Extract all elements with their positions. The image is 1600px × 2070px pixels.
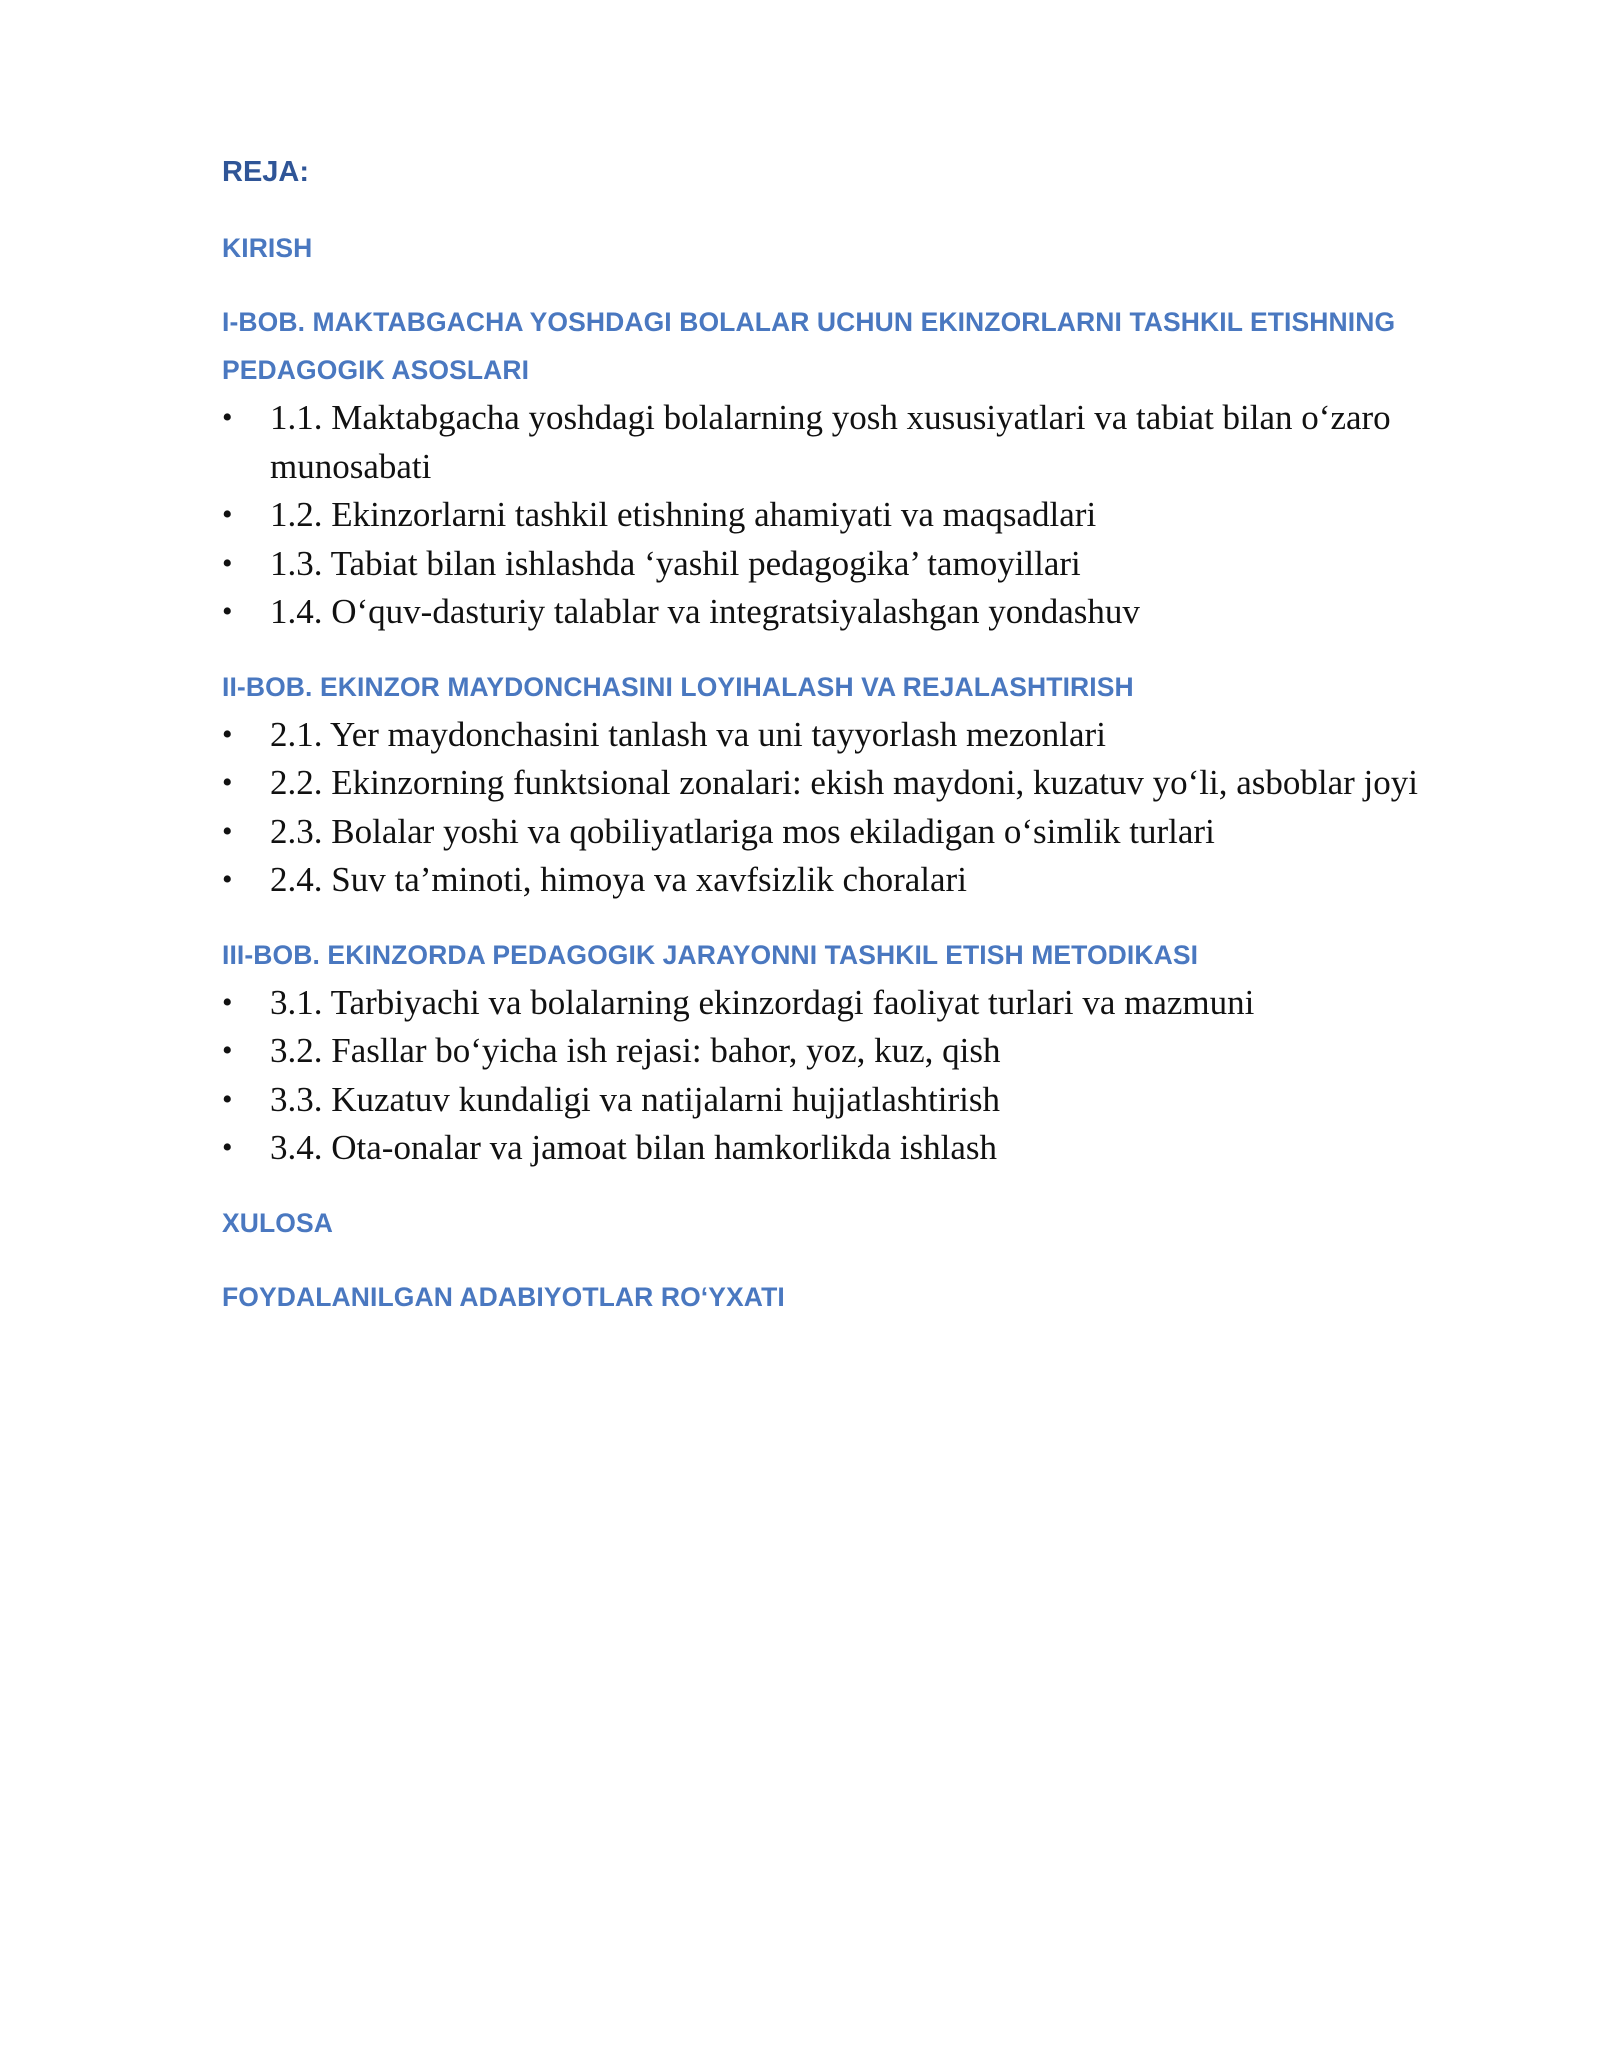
list-item [222, 1124, 1482, 1173]
bullet-icon: • [222, 766, 233, 799]
list-item-text: 3.3. Kuzatuv kundaligi va natijalarni hujjatlashtirish [270, 1079, 1000, 1119]
list-item [222, 759, 1482, 808]
list-item-text: 2.4. Suv ta’minoti, himoya va xavfsizlik choralari [270, 860, 967, 899]
list-item-text: 1.3. Tabiat bilan ishlashda ‘yashil pedagogika’ tamoyillari [270, 543, 1081, 583]
bullet-icon: • [222, 1131, 233, 1164]
list-item [222, 711, 1482, 760]
page-title: REJA: [222, 156, 310, 188]
references-heading: FOYDALANILGAN ADABIYOTLAR RO‘YXATI [222, 1281, 785, 1312]
chapter-2-heading: II-BOB. EKINZOR MAYDONCHASINI LOYIHALASH VA REJALASHTIRISH [222, 671, 1134, 702]
list-item [222, 540, 1482, 589]
list-item [222, 808, 1482, 857]
list-item-text: 3.4. Ota-onalar va jamoat bilan hamkorlikda ishlash [270, 1128, 998, 1167]
bullet-icon: • [222, 863, 233, 896]
bullet-icon: • [222, 985, 233, 1019]
bullet-icon: • [222, 1082, 233, 1116]
chapter-2-list [222, 711, 1482, 905]
bullet-icon: • [222, 1034, 233, 1067]
list-item-text: 1.2. Ekinzorlarni tashkil etishning ahamiyati va maqsadlari [270, 495, 1097, 534]
bullet-icon: • [222, 814, 233, 848]
list-item-text: 3.1. Tarbiyachi va bolalarning ekinzordagi faoliyat turlari va mazmuni [270, 982, 1255, 1022]
bullet-icon: • [222, 595, 233, 628]
conclusion-heading: XULOSA [222, 1207, 334, 1238]
chapter-1-list [222, 394, 1482, 637]
list-item [222, 1076, 1482, 1125]
list-item-text: 1.1. Maktabgacha yoshdagi bolalarning yosh xususiyatlari va tabiat bilan o‘zaro munosabati [270, 398, 1391, 486]
list-item [222, 491, 1482, 540]
list-item [222, 979, 1482, 1028]
chapter-3-list [222, 979, 1482, 1173]
bullet-icon: • [222, 401, 233, 434]
list-item-text: 2.1. Yer maydonchasini tanlash va uni tayyorlash mezonlari [270, 714, 1106, 754]
list-item [222, 856, 1482, 905]
list-item [222, 394, 1482, 491]
document-page [222, 148, 1482, 1321]
list-item-text: 2.3. Bolalar yoshi va qobiliyatlariga mos ekiladigan o‘simlik turlari [270, 811, 1215, 851]
intro-heading: KIRISH [222, 233, 313, 263]
bullet-icon: • [222, 717, 233, 751]
list-item [222, 588, 1482, 637]
list-item-text: 2.2. Ekinzorning funktsional zonalari: ekish maydoni, kuzatuv yo‘li, asboblar joyi [270, 763, 1418, 802]
list-item-text: 3.2. Fasllar bo‘yicha ish rejasi: bahor, yoz, kuz, qish [270, 1031, 1001, 1070]
chapter-3-heading: III-BOB. EKINZORDA PEDAGOGIK JARAYONNI TASHKIL ETISH METODIKASI [222, 939, 1199, 970]
list-item-text: 1.4. O‘quv-dasturiy talablar va integratsiyalashgan yondashuv [270, 592, 1140, 631]
list-item [222, 1027, 1482, 1076]
chapter-1-heading: I-BOB. MAKTABGACHA YOSHDAGI BOLALAR UCHUN EKINZORLARNI TASHKIL ETISHNING PEDAGOGIK ASOSLARI [222, 307, 1396, 385]
bullet-icon: • [222, 546, 233, 580]
bullet-icon: • [222, 498, 233, 531]
